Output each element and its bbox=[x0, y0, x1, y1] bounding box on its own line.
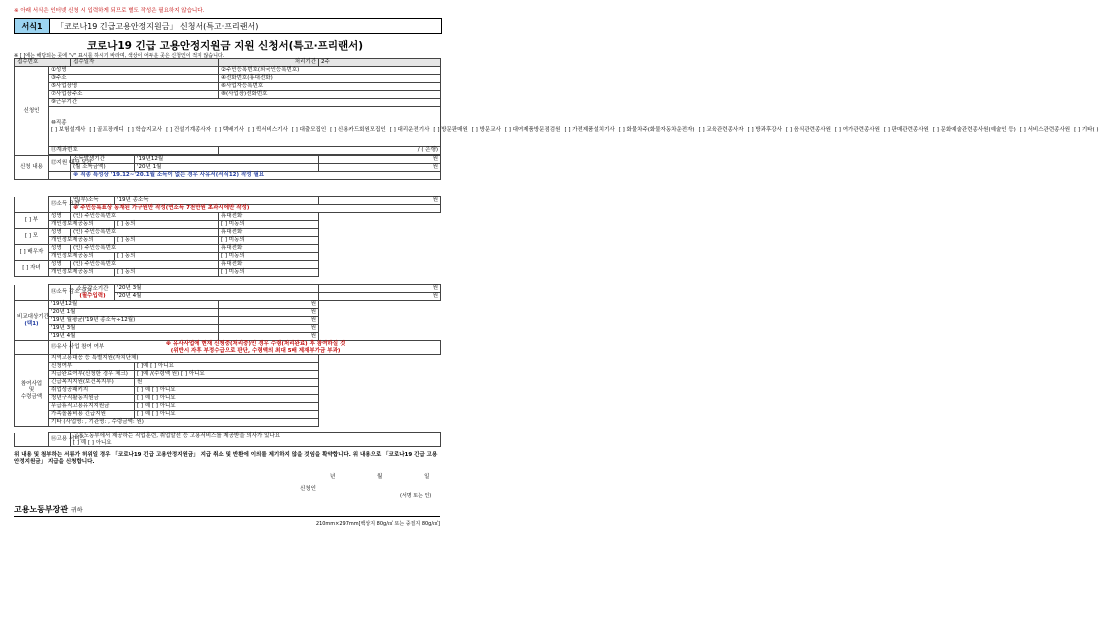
name-field[interactable]: ①성명 bbox=[49, 67, 219, 75]
sub-note: ※ [ ]에는 해당되는 곳에 "√" 표시를 하시기 바라며, 색상이 어두운 곳은 신청인이 적지 않습니다. bbox=[14, 53, 225, 59]
family-consent-yes[interactable]: [ ] 동의 bbox=[115, 221, 219, 229]
won-label: 연(부)소득 bbox=[71, 197, 115, 205]
compare-won: 원 bbox=[219, 325, 319, 333]
main-title: 코로나19 긴급 고용안정지원금 지원 신청서(특고·프리랜서) bbox=[86, 40, 364, 52]
job-option[interactable]: [ ] 골프장캐디 bbox=[89, 126, 124, 133]
job-option[interactable]: [ ] 신용카드회원모집인 bbox=[330, 126, 386, 133]
compare-won: 원 bbox=[219, 317, 319, 325]
bizno-field[interactable]: ⑥사업자등록번호 bbox=[219, 83, 441, 91]
form-header bbox=[14, 18, 442, 34]
compare-period[interactable]: '19년12월 bbox=[49, 301, 219, 309]
compare-period[interactable]: '19년 3월 bbox=[49, 325, 219, 333]
job-option[interactable]: [ ] 음식관련종사원 bbox=[785, 126, 831, 133]
job-option[interactable]: [ ] 여가관련종사원 bbox=[834, 126, 880, 133]
won-3: 원 bbox=[319, 197, 441, 205]
account-label: ⑪계좌번호 bbox=[49, 147, 219, 155]
employment-choice[interactable]: [ ] 예 [ ] 아니요 bbox=[135, 387, 319, 395]
family-name-label: 성명 bbox=[49, 245, 71, 253]
employment-item: 지역고용대응 등 특별지원(자치단체) bbox=[49, 355, 319, 363]
family-phone-label: 휴대전화 bbox=[219, 261, 319, 269]
employment-choice[interactable]: 원 bbox=[135, 379, 319, 387]
family-consent-yes[interactable]: [ ] 동의 bbox=[115, 237, 219, 245]
declaration-text: 위 내용 및 첨부하는 서류가 허위일 경우 「코로나19 긴급 고용안정지원금」 지급 취소 및 반환에 이의를 제기하지 않을 것임을 확약합니다. 위 내용으로 「코로나19 긴급 고용안정지원금」 지급을 신청합니다. bbox=[14, 452, 438, 465]
family-rrn-label: (인) 주민등록번호 bbox=[71, 261, 219, 269]
top-note: ※ 아래 서식은 인터넷 신청 시 입력하게 되므로 별도 작성은 필요하지 않습니다. bbox=[14, 8, 205, 14]
family-rows bbox=[15, 213, 441, 277]
job-option[interactable]: [ ] 화물차주(화물자동차운전자) bbox=[618, 126, 695, 133]
job-option[interactable]: [ ] 교육관련종사자 bbox=[698, 126, 744, 133]
won-value: '19년 종소득 bbox=[115, 197, 319, 205]
compare-won: 원 bbox=[219, 333, 319, 341]
header-title: 「코로나19 긴급고용안정지원금」 신청서(특고·프리랜서) bbox=[56, 21, 259, 31]
employment-item: 지급완료여부(신청한 경우 체크) bbox=[49, 371, 135, 379]
family-relation[interactable]: [ ] 배우자 bbox=[15, 245, 49, 261]
employment-item: 무급휴직고용유지지원금 bbox=[49, 403, 135, 411]
employment-item: 청년구직활동지원금 bbox=[49, 395, 135, 403]
participation-label: 참여사업 및 수령금액 bbox=[15, 355, 49, 427]
income-avg-value: '20년 1월 bbox=[135, 164, 319, 172]
workperiod-field[interactable]: ⑨근무기간 bbox=[49, 99, 441, 107]
rrn-field[interactable]: ②주민등록번호(외국인등록번호) bbox=[219, 67, 441, 75]
workplace-field[interactable]: ⑤사업장명 bbox=[49, 83, 219, 91]
income-period-label: 소득발생기간 bbox=[71, 156, 135, 164]
job-options bbox=[51, 126, 1099, 133]
office-line bbox=[14, 504, 83, 515]
won-2: 원 bbox=[319, 164, 441, 172]
family-consent-yes[interactable]: [ ] 동의 bbox=[115, 253, 219, 261]
job-option[interactable]: [ ] 대여제품방문점검원 bbox=[504, 126, 561, 133]
receipt-date-label: 접수일자 bbox=[71, 59, 219, 67]
job-option[interactable]: [ ] 방과후강사 bbox=[747, 126, 782, 133]
job-option[interactable]: [ ] 대출모집인 bbox=[291, 126, 327, 133]
job-option[interactable]: [ ] 판매관련종사원 bbox=[883, 126, 929, 133]
application-form-table bbox=[14, 58, 1099, 180]
job-checklist bbox=[49, 107, 1099, 147]
date-line[interactable]: 년 월 일 bbox=[330, 474, 450, 480]
target-label: ⑫지원 대상 요건 bbox=[49, 156, 71, 172]
service-cell bbox=[71, 433, 441, 447]
family-name-label: 성명 bbox=[49, 261, 71, 269]
family-relation[interactable]: [ ] 자녀 bbox=[15, 261, 49, 277]
job-label: ⑩직종 bbox=[51, 120, 67, 127]
family-consent-label: 개인정보제공동의 bbox=[49, 253, 115, 261]
family-label: ⑬소득 요건 bbox=[49, 197, 71, 213]
family-consent-no[interactable]: [ ] 미동의 bbox=[219, 253, 319, 261]
job-option[interactable]: [ ] 서비스관련종사원 bbox=[1019, 126, 1071, 133]
family-consent-yes[interactable]: [ ] 동의 bbox=[115, 269, 219, 277]
employment-item: 신청여부 bbox=[49, 363, 135, 371]
decrease-p2: '20년 4월 bbox=[115, 293, 319, 301]
employment-choice[interactable]: [ ]예 [ ] 아니요 bbox=[135, 363, 319, 371]
compare-period[interactable]: '19년 월평균('19년 종소득÷12월) bbox=[49, 317, 219, 325]
employment-table bbox=[14, 340, 441, 427]
service-table bbox=[14, 432, 441, 447]
family-name-label: 성명 bbox=[49, 229, 71, 237]
family-note: ※ 주민등록표상 동재된 가구원만 작성(연소득 7천만원 초과시에만 작성) bbox=[71, 205, 441, 213]
family-phone-label: 휴대전화 bbox=[219, 213, 319, 221]
employment-rows bbox=[15, 355, 441, 427]
applicant-sign[interactable]: 신청인 bbox=[300, 486, 316, 492]
workaddr-field[interactable]: ⑦사업장주소 bbox=[49, 91, 219, 99]
compare-won: 원 bbox=[219, 301, 319, 309]
paper-spec: 210mm×297mm[백상지 80g/㎡ 또는 중질지 80g/㎡] bbox=[315, 521, 440, 527]
won-dp2: 원 bbox=[319, 293, 441, 301]
office-name: 고용노동부장관 bbox=[14, 505, 69, 514]
service-label: ⑯고용 서비스 bbox=[49, 433, 71, 447]
family-consent-label: 개인정보제공동의 bbox=[49, 237, 115, 245]
employment-choice[interactable]: [ ] 예 [ ] 아니요 bbox=[135, 411, 319, 419]
employment-label: ⑮유사 사업 참여 여부 bbox=[49, 341, 71, 355]
account-field[interactable]: / ( 은행) bbox=[219, 147, 441, 155]
period-label: 처리기간 bbox=[219, 59, 319, 67]
employment-choice[interactable]: [ ] 예 [ ] 아니요 bbox=[135, 395, 319, 403]
job-option[interactable]: [ ] 학습지교사 bbox=[127, 126, 163, 133]
family-relation[interactable]: [ ] 모 bbox=[15, 229, 49, 245]
office-suffix: 귀하 bbox=[70, 507, 83, 514]
won-1: 원 bbox=[319, 156, 441, 164]
employment-choice[interactable]: [ ]예 /(수령액 원) [ ] 아니요 bbox=[135, 371, 319, 379]
employment-choice[interactable]: [ ] 예 [ ] 아니요 bbox=[135, 403, 319, 411]
family-consent-label: 개인정보제공동의 bbox=[49, 221, 115, 229]
compare-period[interactable]: '19년 4월 bbox=[49, 333, 219, 341]
family-consent-no[interactable]: [ ] 미동의 bbox=[219, 221, 319, 229]
compare-rows bbox=[15, 301, 441, 341]
job-option[interactable]: [ ] 가전제품설치기사 bbox=[564, 126, 615, 133]
job-option[interactable]: [ ] 대리운전기사 bbox=[389, 126, 430, 133]
income-period-value: '19년12월 bbox=[135, 156, 319, 164]
address-field[interactable]: ③주소 bbox=[49, 75, 219, 83]
job-option[interactable]: [ ] 방문판매원 bbox=[433, 126, 468, 133]
employment-item: 기타 (사업명: , 기관명: , 수령금액: 원) bbox=[49, 419, 319, 427]
declaration bbox=[14, 452, 440, 465]
job-option[interactable]: [ ] 보험설계사 bbox=[51, 126, 86, 133]
decrease-period-label: 소득감소기간 bbox=[76, 286, 109, 293]
family-relation[interactable]: [ ] 부 bbox=[15, 213, 49, 229]
family-rrn-label: (인) 주민등록번호 bbox=[71, 229, 219, 237]
income-avg-label: (월 소득금액) bbox=[71, 164, 135, 172]
employment-item: 긴급복지지원(보건복지부) bbox=[49, 379, 135, 387]
compare-choose: (택1) bbox=[24, 320, 39, 327]
compare-cell bbox=[15, 301, 49, 341]
service-text: 고용노동부에서 제공하는 직업훈련, 취업알선 등 고용서비스를 제공받을 의사가 있나요 bbox=[73, 433, 281, 440]
receipt-no-label: 접수번호 bbox=[15, 59, 71, 67]
employment-item: 가족돌봄비용 긴급지원 bbox=[49, 411, 135, 419]
family-phone-label: 휴대전화 bbox=[219, 245, 319, 253]
income-note: ※ 직종 특성상 '19.12~'20.1월 소득이 없는 경우 사유서(서식12) 작성 필요 bbox=[71, 172, 441, 180]
compare-won: 원 bbox=[219, 309, 319, 317]
family-consent-no[interactable]: [ ] 미동의 bbox=[219, 237, 319, 245]
phone-field[interactable]: ④전화번호(휴대전화) bbox=[219, 75, 441, 83]
bottom-divider bbox=[14, 516, 440, 517]
job-option[interactable]: [ ] 기타( ) bbox=[1074, 126, 1099, 133]
family-consent-label: 개인정보제공동의 bbox=[49, 269, 115, 277]
family-rrn-label: (인) 주민등록번호 bbox=[71, 213, 219, 221]
workphone-field[interactable]: ⑧(사업장)전화번호 bbox=[219, 91, 441, 99]
decrease-table bbox=[14, 284, 441, 341]
job-option[interactable]: [ ] 택배기사 bbox=[215, 126, 245, 133]
period-value: 2주 bbox=[319, 59, 441, 67]
decrease-p1: '20년 3월 bbox=[115, 285, 319, 293]
content-section-label: 신청 내용 bbox=[15, 156, 49, 180]
family-phone-label: 휴대전화 bbox=[219, 229, 319, 237]
form-tag: 서식1 bbox=[15, 19, 50, 33]
compare-label: 비교대상기간 bbox=[17, 314, 49, 321]
sign-subtext: (서명 또는 인) bbox=[400, 493, 432, 499]
family-name-label: 성명 bbox=[49, 213, 71, 221]
family-rrn-label: (인) 주민등록번호 bbox=[71, 245, 219, 253]
won-dp1: 원 bbox=[319, 285, 441, 293]
service-options[interactable]: [ ] 예 [ ] 아니요 bbox=[73, 439, 112, 446]
decrease-required: (필수입력) bbox=[79, 292, 106, 299]
employment-item: 취업성공패키지 bbox=[49, 387, 135, 395]
job-option[interactable]: [ ] 퀵서비스기사 bbox=[248, 126, 288, 133]
content-table bbox=[14, 196, 441, 277]
job-option[interactable]: [ ] 문화예술관련종사원(예술인 등) bbox=[932, 126, 1016, 133]
job-option[interactable]: [ ] 방문교사 bbox=[471, 126, 501, 133]
compare-period[interactable]: '20년 1월 bbox=[49, 309, 219, 317]
family-consent-no[interactable]: [ ] 미동의 bbox=[219, 269, 319, 277]
employment-note: ※ 유사사업에 현재 신청중(처리중)인 경우 수령(처리완료) 후 참여하실 것 (위반시 자후 부정수급으로 판단, 수령액의 최대 5배 제재부가금 부과) bbox=[71, 341, 441, 355]
decrease-label: ⑭소득 감소 요건 bbox=[49, 285, 71, 301]
job-option[interactable]: [ ] 건설기계종사자 bbox=[166, 126, 212, 133]
applicant-section-label: 신청인 bbox=[15, 67, 49, 156]
